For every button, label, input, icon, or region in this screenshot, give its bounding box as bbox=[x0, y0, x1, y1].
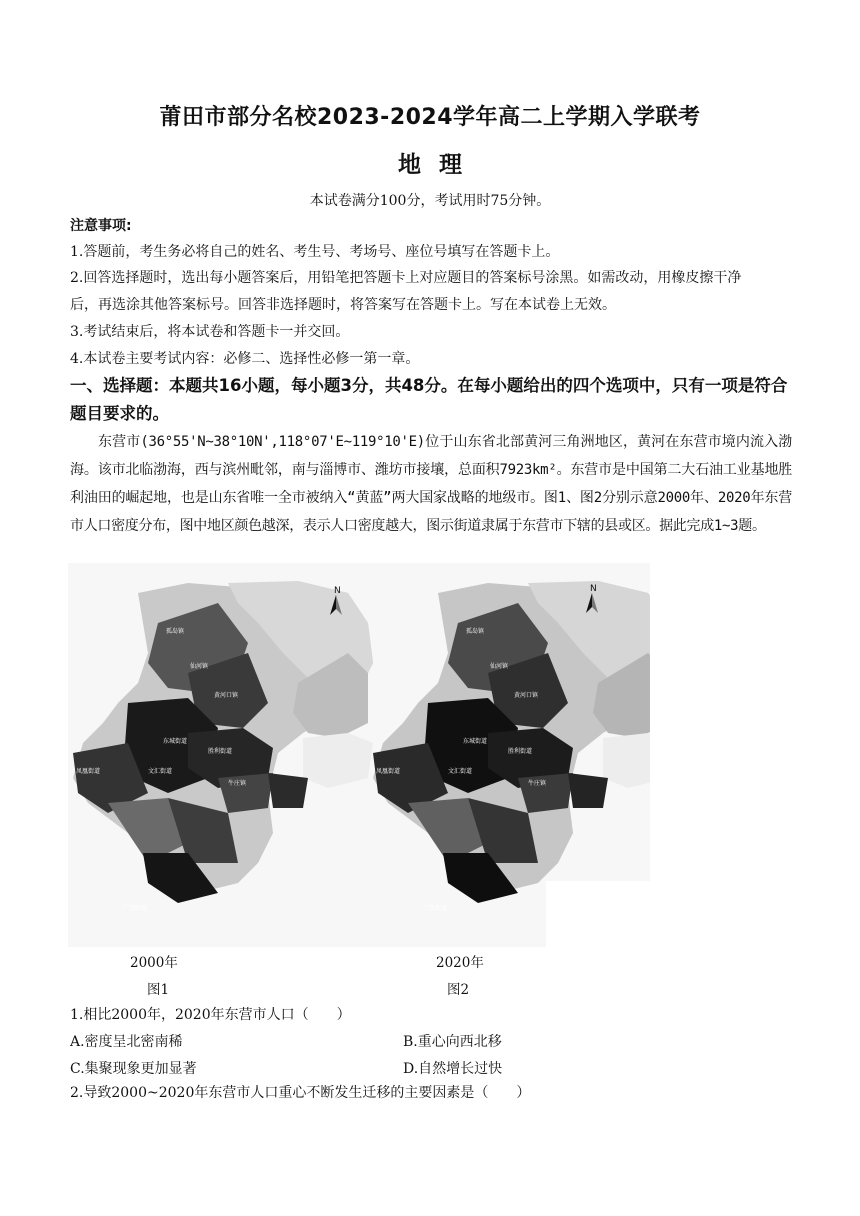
map1-place-label: 凤凰街道 bbox=[76, 768, 101, 775]
question-1-option-a: A.密度呈北密南稀 bbox=[70, 1034, 183, 1050]
map1-place-label: 胜利街道 bbox=[208, 748, 233, 755]
note-item: 2.回答选择题时，选出每小题答案后，用铅笔把答题卡上对应题目的答案标号涂黑。如需改动，用橡皮擦干净 bbox=[70, 270, 742, 286]
map1-place-label: 文汇街道 bbox=[148, 768, 173, 775]
fig1-caption: 图1 bbox=[147, 982, 170, 998]
map2-place-label: 仙河镇 bbox=[490, 663, 509, 670]
fig1-year: 2000年 bbox=[130, 955, 178, 971]
population-density-maps bbox=[68, 563, 650, 947]
note-item: 3.考试结束后，将本试卷和答题卡一并交回。 bbox=[70, 324, 350, 340]
map2-place-label: 广饶街道 bbox=[423, 905, 448, 912]
map2-place-label: 牛庄镇 bbox=[528, 780, 547, 787]
subject-title: 地理 bbox=[398, 152, 480, 178]
section-heading: 一、选择题：本题共16小题，每小题3分，共48分。在每小题给出的四个选项中，只有一项是符合题目要求的。 bbox=[70, 376, 788, 423]
map2-place-label: 凤凰街道 bbox=[376, 768, 401, 775]
map1-place-label: 东城街道 bbox=[163, 738, 188, 745]
question-1-stem: 1.相比2000年，2020年东营市人口（ ） bbox=[70, 1007, 351, 1023]
note-item: 1.答题前，考生务必将自己的姓名、考生号、考场号、座位号填写在答题卡上。 bbox=[70, 244, 560, 260]
fig2-caption: 图2 bbox=[447, 982, 470, 998]
note-item: 后，再选涂其他答案标号。回答非选择题时，将答案写在答题卡上。写在本试卷上无效。 bbox=[70, 297, 616, 313]
map2-place-label: 东城街道 bbox=[463, 738, 488, 745]
passage-text: 东营市(36°55'N~38°10N',118°07'E~119°10'E)位于山东省北部黄河三角洲地区，黄河在东营市境内流入渤海。该市北临渤海，西与滨州毗邻，南与淄博市、潍坊市接壤，总面积7923km²。东营市是中国第二大石油工业基地胜利油田的崛起地，也是山东省唯一全市被纳入“黄蓝”两大国家战略的地级市。图1、图2分别示意2000年、2020年东营市人口密度分布，图中地区颜色越深，表示人口密度越大，图示街道隶属于东营市下辖的县或区。据此完成1~3题。 bbox=[70, 434, 792, 534]
question-1-option-b: B.重心向西北移 bbox=[403, 1034, 502, 1050]
map1-place-label: 黄河口镇 bbox=[214, 692, 239, 699]
map1-place-label: 孤岛镇 bbox=[166, 628, 185, 635]
question-1-option-d: D.自然增长过快 bbox=[403, 1061, 503, 1077]
question-2-stem: 2.导致2000~2020年东营市人口重心不断发生迁移的主要因素是（ ） bbox=[70, 1085, 531, 1101]
map2-place-label: 孤岛镇 bbox=[466, 628, 485, 635]
maps-image bbox=[68, 563, 650, 947]
note-item: 4.本试卷主要考试内容：必修二、选择性必修一第一章。 bbox=[70, 351, 420, 367]
map2-place-label: 文汇街道 bbox=[448, 768, 473, 775]
svg-text:N: N bbox=[590, 584, 597, 594]
map1-place-label: 广饶街道 bbox=[123, 905, 148, 912]
map2-place-label: 胜利街道 bbox=[508, 748, 533, 755]
svg-text:N: N bbox=[334, 586, 341, 596]
fig2-year: 2020年 bbox=[436, 955, 484, 971]
map1-place-label: 仙河镇 bbox=[190, 663, 209, 670]
map2-place-label: 黄河口镇 bbox=[514, 692, 539, 699]
notes-heading: 注意事项: bbox=[70, 218, 132, 234]
map1-place-label: 牛庄镇 bbox=[228, 780, 247, 787]
exam-title: 莆田市部分名校2023-2024学年高二上学期入学联考 bbox=[159, 105, 701, 130]
question-1-option-c: C.集聚现象更加显著 bbox=[70, 1061, 197, 1077]
exam-info: 本试卷满分100分，考试用时75分钟。 bbox=[309, 193, 551, 209]
